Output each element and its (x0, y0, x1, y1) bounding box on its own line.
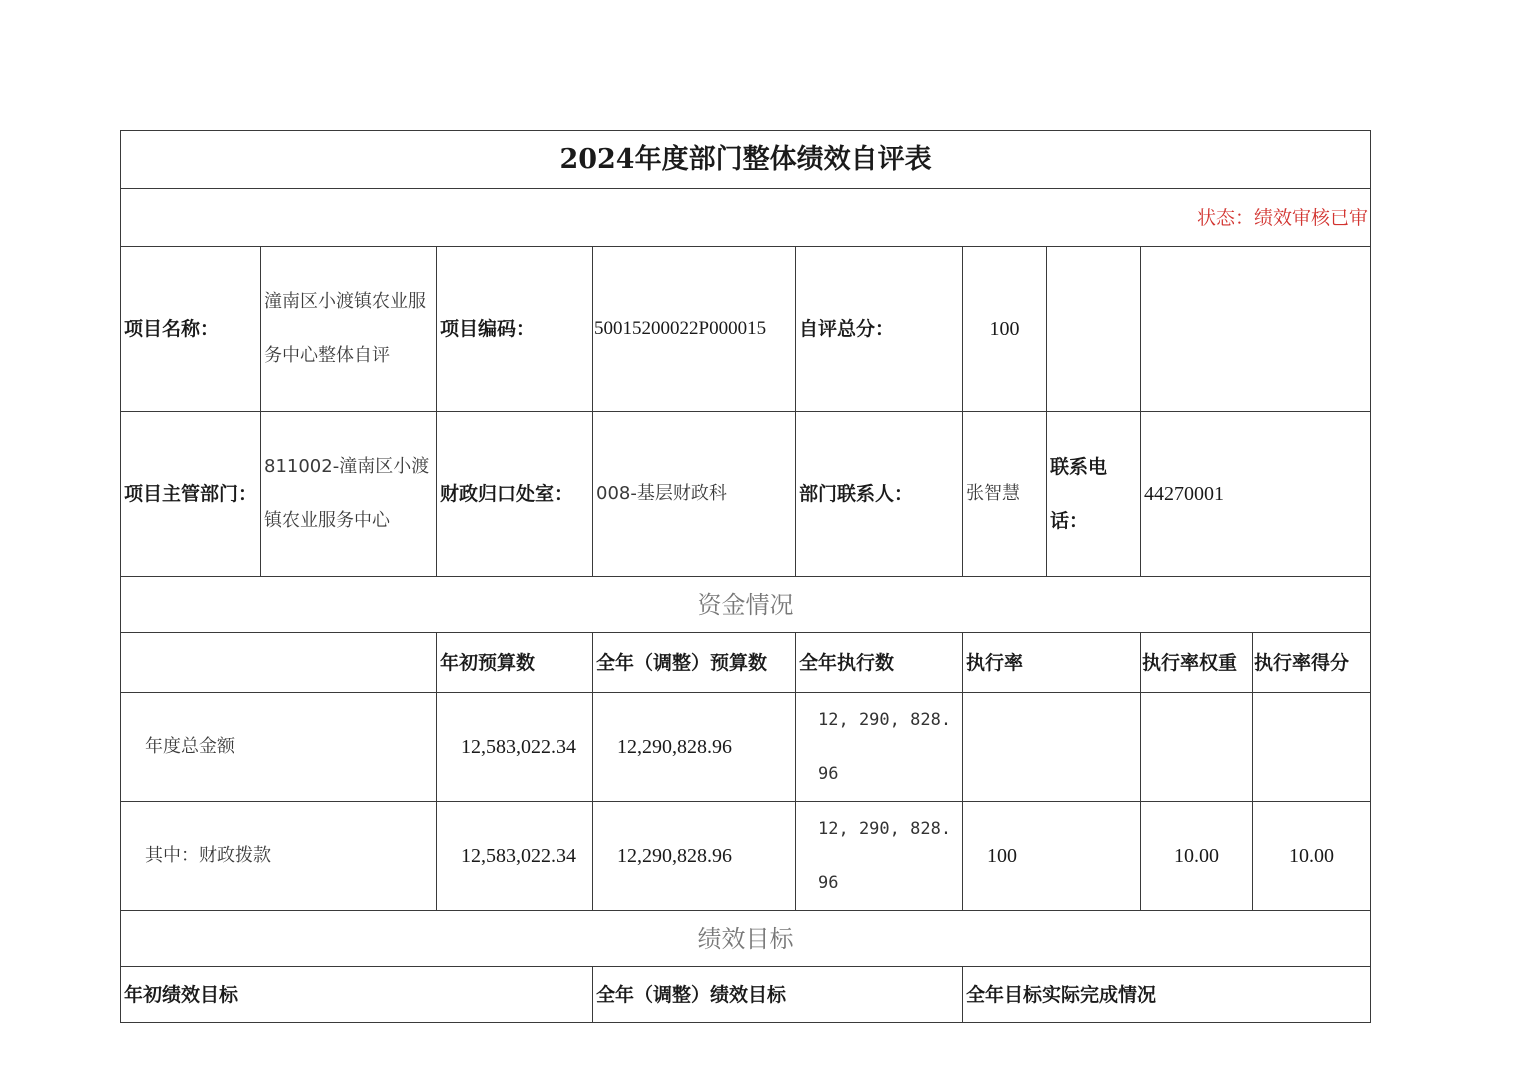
header-rate-weight: 执行率权重 (1141, 633, 1253, 693)
adjusted-budget-value: 12,290,828.96 (593, 693, 796, 802)
header-exec-rate: 执行率 (963, 633, 1141, 693)
actual-completion-label: 全年目标实际完成情况 (963, 967, 1371, 1023)
initial-goal-label: 年初绩效目标 (121, 967, 593, 1023)
project-name-label: 项目名称： (121, 247, 261, 412)
executed-value: 12, 290, 828. 96 (796, 802, 963, 911)
project-code-label: 项目编码： (437, 247, 593, 412)
contact-value: 张智慧 (963, 412, 1047, 577)
contact-label: 部门联系人： (796, 412, 963, 577)
empty-cell (121, 633, 437, 693)
rate-weight-value (1141, 693, 1253, 802)
goals-header-row (121, 967, 1371, 1023)
score-value: 100 (963, 247, 1047, 412)
funds-row (121, 802, 1371, 911)
header-adjusted-budget: 全年（调整）预算数 (593, 633, 796, 693)
performance-self-evaluation-form (120, 130, 1370, 1023)
form-title: 2024年度部门整体绩效自评表 (121, 131, 1371, 189)
funds-header-row (121, 633, 1371, 693)
project-name-value: 潼南区小渡镇农业服务中心整体自评 (261, 247, 437, 412)
executed-value: 12, 290, 828. 96 (796, 693, 963, 802)
header-executed: 全年执行数 (796, 633, 963, 693)
funds-section-title: 资金情况 (121, 577, 1371, 633)
status-text: 状态：绩效审核已审 (121, 189, 1371, 247)
row-label: 其中：财政拨款 (121, 802, 437, 911)
dept-label: 项目主管部门： (121, 412, 261, 577)
goals-section-title: 绩效目标 (121, 911, 1371, 967)
adjusted-budget-value: 12,290,828.96 (593, 802, 796, 911)
rate-score-value: 10.00 (1253, 802, 1371, 911)
empty-cell (1141, 247, 1371, 412)
header-initial-budget: 年初预算数 (437, 633, 593, 693)
evaluation-table (120, 130, 1371, 1023)
score-label: 自评总分： (796, 247, 963, 412)
finance-office-label: 财政归口处室： (437, 412, 593, 577)
initial-budget-value: 12,583,022.34 (437, 693, 593, 802)
initial-budget-value: 12,583,022.34 (437, 802, 593, 911)
phone-value: 44270001 (1141, 412, 1371, 577)
phone-label: 联系电话： (1047, 412, 1141, 577)
exec-rate-value: 100 (963, 802, 1141, 911)
project-code-value: 50015200022P000015 (593, 247, 796, 412)
rate-weight-value: 10.00 (1141, 802, 1253, 911)
funds-row (121, 693, 1371, 802)
exec-rate-value (963, 693, 1141, 802)
rate-score-value (1253, 693, 1371, 802)
finance-office-value: 008-基层财政科 (593, 412, 796, 577)
header-rate-score: 执行率得分 (1253, 633, 1371, 693)
empty-cell (1047, 247, 1141, 412)
dept-value: 811002-潼南区小渡镇农业服务中心 (261, 412, 437, 577)
row-label: 年度总金额 (121, 693, 437, 802)
adjusted-goal-label: 全年（调整）绩效目标 (593, 967, 963, 1023)
